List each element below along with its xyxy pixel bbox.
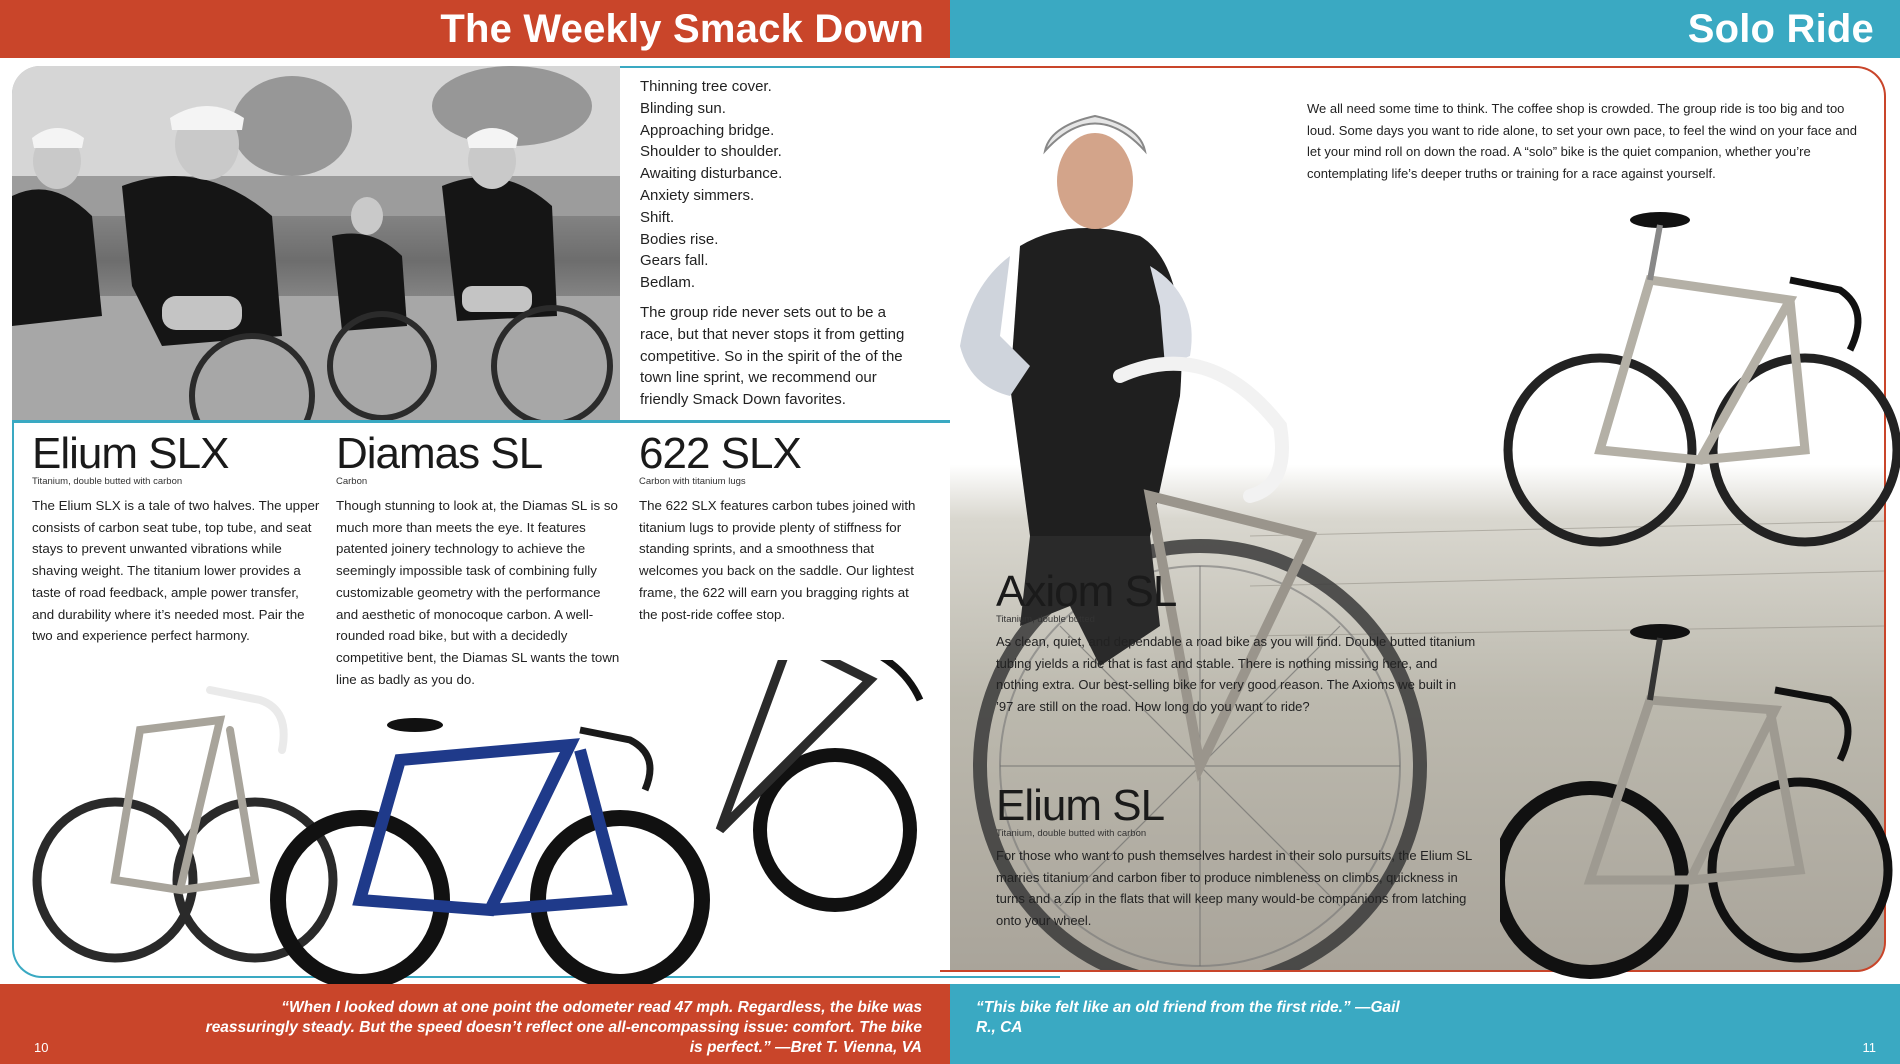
elium-slx-bike [37,690,333,958]
model-description: The Elium SLX is a tale of two halves. The upper consists of carbon seat tube, top tube, and seat stays to prevent unwanted vibrations while shaving weight. The titanium lower provides a taste of road feedback, ample power transfer, and durability where it’s needed most. Pair the two and experience perfect harmony. [32,498,320,644]
road-bike-illustration [20,660,960,990]
model-material: Carbon [336,476,368,487]
left-page-number: 10 [34,1040,49,1055]
model-name: 622 SLX [639,429,801,478]
poem-line: Blinding sun. [640,99,726,117]
poem-line: Awaiting disturbance. [640,165,783,183]
right-page-number: 11 [1862,1040,1876,1055]
poem-line: Shoulder to shoulder. [640,143,782,161]
poem-line: Bedlam. [640,274,696,292]
right-footer-bar [950,984,1900,1064]
left-footer-bar [0,984,950,1064]
poem-line: Shift. [640,208,675,226]
elium-sl-bike [1500,610,1900,980]
model-name: Elium SL [996,781,1165,830]
solo-ride-intro: We all need some time to think. The coffee shop is crowded. The group ride is too big and too loud. Some days you want to ride alone, to set your own pace, to feel the wind on your face and let your mind roll on down the road. A “solo” bike is the quiet companion, whether you’re contemplating life’s deeper truths or training for a race against yourself. [1307,101,1857,181]
model-description: Though stunning to look at, the Diamas SL is so much more than meets the eye. It features patented joinery technology to achieve the seemingly impossible task of combining fully customizable geometry with the performance and aesthetic of monocoque carbon. A well-rounded road bike, but with a decidedly competitive bent, the Diamas SL wants the town line as badly as you do. [336,498,620,687]
model-elium-sl [996,781,1476,931]
model-description: The 622 SLX features carbon tubes joined with titanium lugs to provide plenty of stiffness for standing sprints, and a smoothness that welcomes you back on the saddle. Our lightest frame, the 622 will earn you bragging rights at the post-ride coffee stop. [639,498,916,622]
model-material: Titanium, double butted with carbon [32,476,183,487]
model-axiom-sl [996,567,1476,717]
model-description: As clean, quiet, and dependable a road bike as you will find. Double butted titanium tubing yields a ride that is fast and stable. There is nothing missing here, and nothing extra. Our best-selling bike for very good reason. The Axioms we built in ’97 are still on the road. How long do you want to ride? [996,634,1476,714]
model-material: Carbon with titanium lugs [639,476,746,487]
model-material: Titanium, double butted with carbon [996,828,1147,839]
model-description: For those who want to push themselves hardest in their solo pursuits, the Elium SL marries titanium and carbon fiber to produce nimbleness on climbs, quickness in turns and a zip in the flats that will keep many would-be companions from latching onto your wheel. [996,848,1472,928]
right-header-bar [950,0,1900,58]
model-name: Axiom SL [996,567,1177,616]
smack-down-intro: The group ride never sets out to be a race, but that never stops it from getting competitive. So in the spirit of the of the town line sprint, we recommend our friendly Smack Down favorites. [640,304,905,409]
622-slx-bike [720,660,920,905]
model-622-slx [639,429,929,625]
model-diamas-sl [336,429,626,690]
poem-line: Gears fall. [640,252,709,270]
right-testimonial-quote: “This bike felt like an old friend from the first ride.” —Gail R., CA [976,999,1400,1036]
smack-down-poem [640,76,940,294]
poem-line: Anxiety simmers. [640,186,755,204]
right-page-title: Solo Ride [1687,6,1874,51]
diamas-sl-bike [278,718,702,982]
model-material: Titanium, double butted [996,614,1095,625]
model-elium-slx [32,429,322,647]
axiom-sl-bike [1500,200,1900,560]
group-ride-photo-illustration [12,66,620,420]
left-section-divider [12,420,950,423]
poem-line: Bodies rise. [640,230,719,248]
model-name: Elium SLX [32,429,229,478]
poem-line: Approaching bridge. [640,121,775,139]
left-testimonial-quote: “When I looked down at one point the odometer read 47 mph. Regardless, the bike was reassuringly steady. But the speed doesn’t reflect one all-encompassing issue: comfort. The bike is perfect.” —Bret T. Vienna, VA [205,999,922,1056]
left-page-title: The Weekly Smack Down [440,6,924,51]
group-ride-photo [12,66,620,420]
model-name: Diamas SL [336,429,543,478]
poem-line: Thinning tree cover. [640,78,772,95]
left-header-bar [0,0,950,58]
